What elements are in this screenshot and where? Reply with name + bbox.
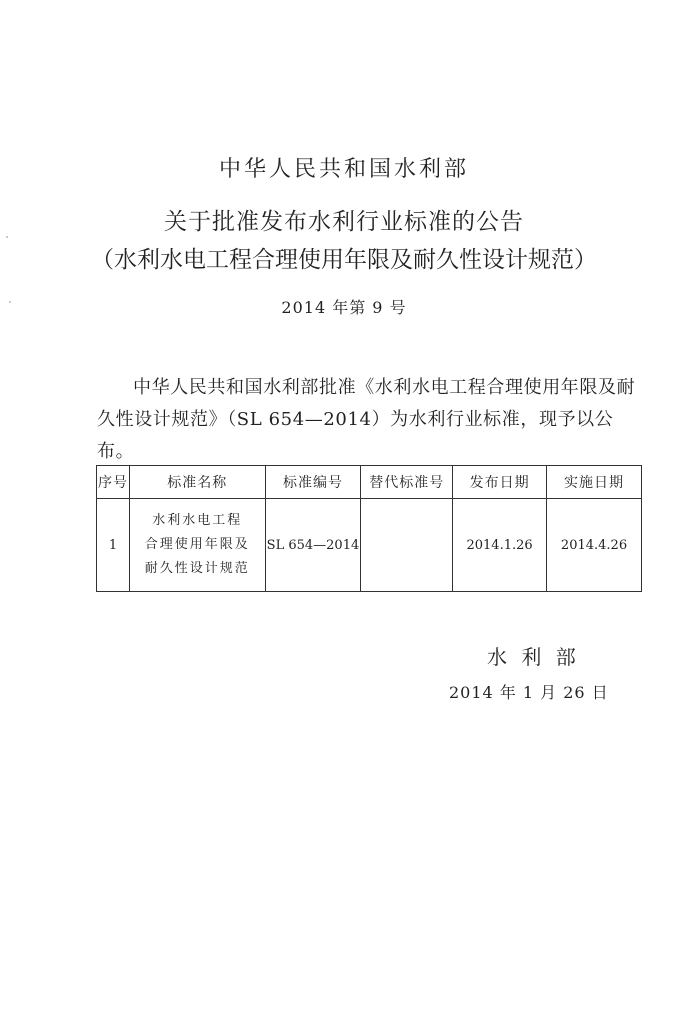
cell-name-line: 耐久性设计规范 [144, 561, 250, 576]
header-seq: 序号 [97, 466, 130, 499]
issue-date: 2014 年 1 月 26 日 [449, 683, 609, 702]
table-row [97, 499, 642, 592]
cell-publish-date: 2014.1.26 [453, 499, 547, 592]
header-code: 标准编号 [265, 466, 361, 499]
cell-seq: 1 [97, 499, 130, 592]
table-header-row [97, 466, 642, 499]
header-effective-date: 实施日期 [547, 466, 642, 499]
announcement-subtitle: （水利水电工程合理使用年限及耐久性设计规范） [91, 247, 597, 273]
scan-speck [6, 236, 8, 238]
header-name: 标准名称 [129, 466, 265, 499]
cell-code: SL 654—2014 [265, 499, 361, 592]
header-replaced: 替代标准号 [361, 466, 453, 499]
cell-name-line: 合理使用年限及 [144, 537, 250, 552]
cell-replaced [361, 499, 453, 592]
cell-name [129, 499, 265, 592]
announcement-number: 2014 年第 9 号 [281, 298, 407, 317]
header-publish-date: 发布日期 [453, 466, 547, 499]
announcement-title: 关于批准发布水利行业标准的公告 [164, 209, 524, 235]
announcement-body: 中华人民共和国水利部批准《水利水电工程合理使用年限及耐久性设计规范》（SL 654—2014）为水利行业标准，现予以公布。 [97, 377, 636, 462]
standards-table [96, 465, 642, 592]
ministry-name: 中华人民共和国水利部 [218, 157, 469, 182]
cell-name-line: 水利水电工程 [152, 513, 243, 528]
cell-effective-date: 2014.4.26 [547, 499, 642, 592]
issuer-signature: 水 利 部 [487, 645, 580, 669]
